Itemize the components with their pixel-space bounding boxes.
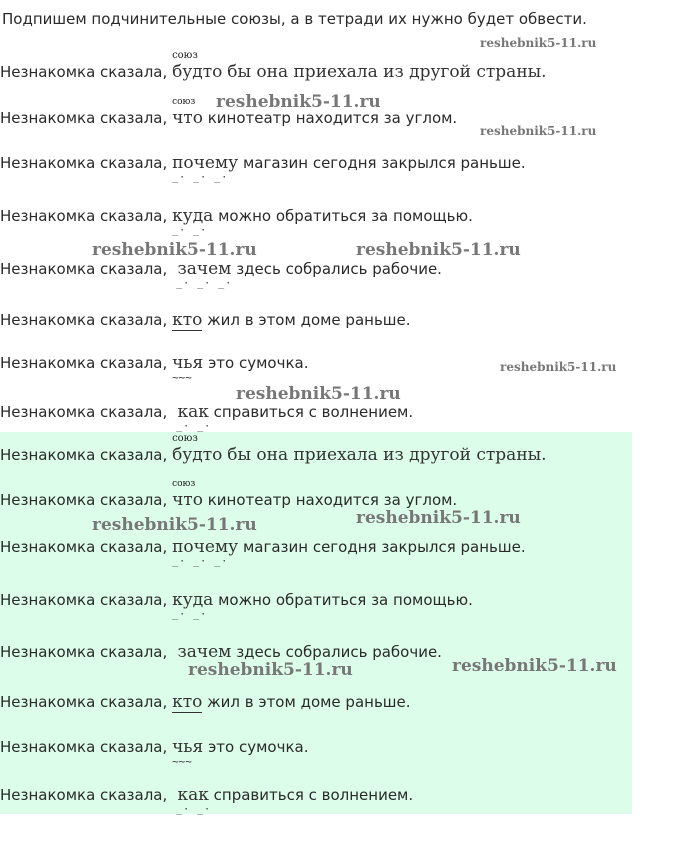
- task-sentence-3: [0, 153, 526, 183]
- watermark: reshebnik5-11.ru: [356, 508, 521, 528]
- sentence-lead: Незнакомка сказала,: [0, 643, 168, 661]
- allied-word: чья ~~~: [172, 353, 204, 384]
- sentence-lead: Незнакомка сказала,: [0, 311, 168, 329]
- sentence-lead: Незнакомка сказала,: [0, 591, 168, 609]
- task-sentence-6: [0, 310, 411, 334]
- answer-sentence-6: [0, 692, 411, 716]
- sentence-lead: Незнакомка сказала,: [0, 154, 168, 172]
- dash-dot-underline: _· _·: [172, 609, 208, 620]
- sentence-rest: это сумочка.: [208, 354, 309, 372]
- sentence-lead: Незнакомка сказала,: [0, 403, 168, 421]
- watermark: reshebnik5-11.ru: [480, 124, 597, 138]
- allied-word: кто: [172, 692, 203, 712]
- sentence-lead: Незнакомка сказала,: [0, 207, 168, 225]
- allied-word: как _· _·: [176, 785, 212, 815]
- answer-sentence-8: [0, 785, 414, 815]
- conjunction-word: союз будто: [172, 62, 222, 82]
- sentence-rest: бы она приехала из другой страны.: [227, 62, 547, 82]
- sentence-rest: кинотеатр находится за углом.: [207, 491, 458, 509]
- dash-dot-underline: _· _·: [172, 225, 208, 236]
- allied-word: куда _· _·: [172, 206, 214, 236]
- conjunction-label: союз: [172, 50, 198, 61]
- answer-sentence-4: [0, 590, 473, 620]
- sentence-rest: кинотеатр находится за углом.: [207, 109, 458, 127]
- watermark: reshebnik5-11.ru: [356, 240, 521, 260]
- sentence-lead: Незнакомка сказала,: [0, 63, 168, 81]
- task-sentence-1: [0, 50, 547, 86]
- task-sentence-7: [0, 353, 309, 384]
- allied-word: кто: [172, 310, 203, 330]
- watermark: reshebnik5-11.ru: [92, 515, 257, 535]
- sentence-rest: жил в этом доме раньше.: [207, 311, 411, 329]
- allied-word: зачем _· _· _·: [176, 259, 233, 289]
- allied-word: зачем: [177, 642, 232, 662]
- answer-sentence-7: [0, 737, 309, 768]
- watermark: reshebnik5-11.ru: [188, 660, 353, 680]
- dash-dot-underline: _· _· _·: [172, 556, 229, 567]
- wavy-underline: ~~~: [172, 371, 192, 384]
- dash-dot-underline: _· _·: [176, 421, 212, 432]
- watermark: reshebnik5-11.ru: [216, 92, 381, 112]
- allied-word: куда _· _·: [172, 590, 214, 620]
- conjunction-word: союз что: [172, 108, 203, 128]
- sentence-lead: Незнакомка сказала,: [0, 491, 168, 509]
- sentence-rest: можно обратиться за помощью.: [218, 207, 473, 225]
- conjunction-label: союз: [172, 97, 196, 107]
- sentence-rest: здесь собрались рабочие.: [236, 260, 442, 278]
- dash-dot-underline: _· _· _·: [176, 278, 233, 289]
- sentence-lead: Незнакомка сказала,: [0, 354, 168, 372]
- sentence-rest: магазин сегодня закрылся раньше.: [242, 154, 526, 172]
- answer-sentence-3: [0, 537, 526, 567]
- conjunction-label: союз: [172, 433, 198, 444]
- allied-word: чья ~~~: [172, 737, 204, 768]
- sentence-lead: Незнакомка сказала,: [0, 738, 168, 756]
- sentence-lead: Незнакомка сказала,: [0, 109, 168, 127]
- sentence-rest: жил в этом доме раньше.: [207, 693, 411, 711]
- task-sentence-8: [0, 402, 414, 432]
- dash-dot-underline: _· _· _·: [172, 172, 229, 183]
- answer-sentence-1: [0, 433, 547, 469]
- sentence-rest: справиться с волнением.: [213, 403, 414, 421]
- task-sentence-5: [0, 259, 442, 289]
- sentence-rest: здесь собрались рабочие.: [236, 643, 442, 661]
- watermark: reshebnik5-11.ru: [480, 36, 597, 50]
- conjunction-word: союз что: [172, 490, 203, 510]
- allied-word: как _· _·: [176, 402, 212, 432]
- allied-word: почему _· _· _·: [172, 537, 239, 567]
- sentence-rest: магазин сегодня закрылся раньше.: [242, 538, 526, 556]
- task-sentence-4: [0, 206, 473, 236]
- watermark: reshebnik5-11.ru: [452, 656, 617, 676]
- watermark: reshebnik5-11.ru: [236, 384, 401, 404]
- sentence-rest: можно обратиться за помощью.: [218, 591, 473, 609]
- sentence-rest: справиться с волнением.: [213, 786, 414, 804]
- watermark: reshebnik5-11.ru: [500, 360, 617, 374]
- sentence-lead: Незнакомка сказала,: [0, 260, 168, 278]
- dash-dot-underline: _· _·: [176, 804, 212, 815]
- sentence-lead: Незнакомка сказала,: [0, 786, 168, 804]
- intro-text: Подпишем подчинительные союзы, а в тетради их нужно будет обвести.: [2, 10, 587, 28]
- watermark: reshebnik5-11.ru: [92, 240, 257, 260]
- sentence-lead: Незнакомка сказала,: [0, 446, 168, 464]
- conjunction-label: союз: [172, 479, 196, 489]
- sentence-rest: это сумочка.: [208, 738, 309, 756]
- allied-word: почему _· _· _·: [172, 153, 239, 183]
- sentence-rest: бы она приехала из другой страны.: [227, 445, 547, 465]
- wavy-underline: ~~~: [172, 755, 192, 768]
- conjunction-word: союз будто: [172, 445, 222, 465]
- sentence-lead: Незнакомка сказала,: [0, 693, 168, 711]
- sentence-lead: Незнакомка сказала,: [0, 538, 168, 556]
